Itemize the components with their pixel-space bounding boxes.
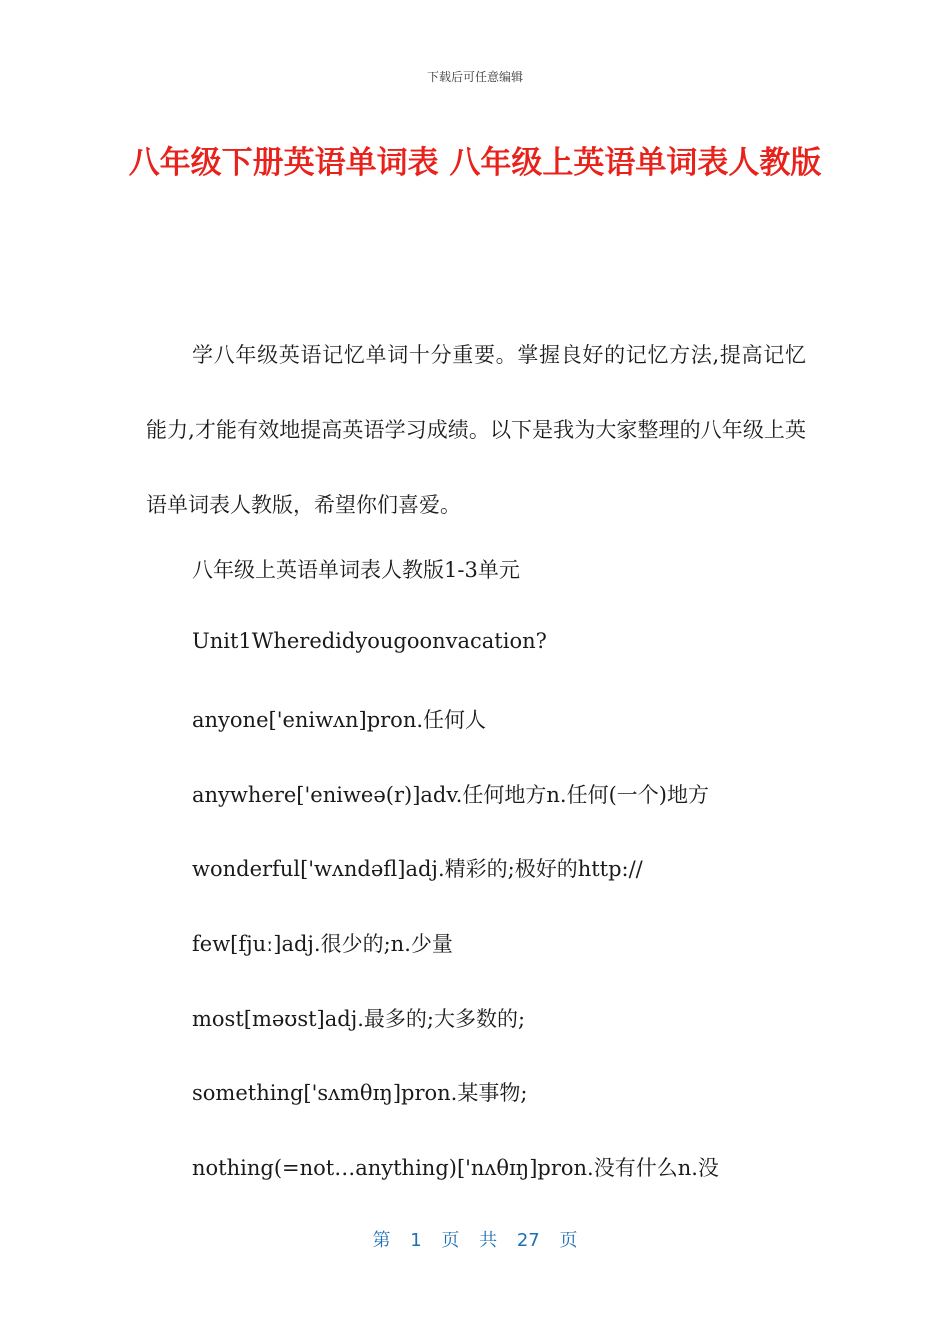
vocab-entry-wonderful: wonderful['wʌndəfl]adj.精彩的;极好的http:// xyxy=(192,857,643,881)
page-footer: 第 1 页 共 27 页 xyxy=(372,1230,578,1251)
vocab-entry-nothing: nothing(=not…anything)['nʌθɪŋ]pron.没有什么n.没 xyxy=(192,1156,719,1180)
vocab-entry-anywhere: anywhere['eniweə(r)]adv.任何地方n.任何(一个)地方 xyxy=(192,783,709,807)
vocab-entry-something: something['sʌmθɪŋ]pron.某事物; xyxy=(192,1081,528,1105)
vocab-entry-most: most[məʊst]adj.最多的;大多数的; xyxy=(192,1007,526,1031)
vocab-entry-anyone: anyone['eniwʌn]pron.任何人 xyxy=(192,708,487,732)
document-title: 八年级下册英语单词表 八年级上英语单词表人教版 xyxy=(128,145,822,181)
header-note: 下载后可任意编辑 xyxy=(426,70,523,84)
intro-paragraph: 学八年级英语记忆单词十分重要。掌握良好的记忆方法,提高记忆能力,才能有效地提高英语学习成绩。以下是我为大家整理的八年级上英语单词表人教版，希望你们喜爱。 xyxy=(146,343,806,517)
section-heading: 八年级上英语单词表人教版1-3单元 xyxy=(192,558,520,582)
unit-heading: Unit1Wheredidyougoonvacation? xyxy=(192,629,547,653)
vocab-entry-few: few[fjuː]adj.很少的;n.少量 xyxy=(192,932,453,956)
